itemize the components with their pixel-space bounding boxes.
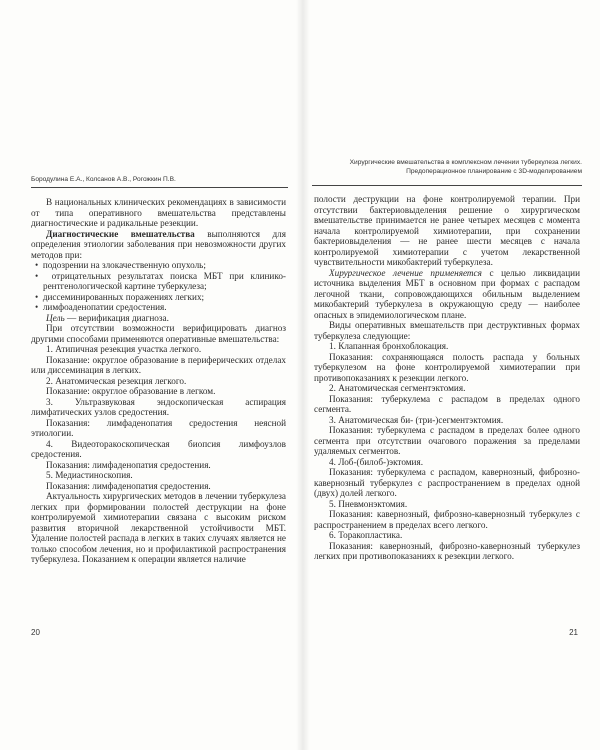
numbered-item: 3. Ультразвуковая эндоскопическая аспирация лимфатических узлов средостения. xyxy=(31,396,286,417)
paragraph: Показания: кавернозный, фиброзно-кавернозный туберкулез легких при противопоказаниях к резекции легкого. xyxy=(314,540,580,561)
italic-lead-in: Хирургическое лечение применяется xyxy=(329,267,482,278)
paragraph: Актуальность хирургических методов в лечении туберкулеза легких при формировании полостей деструкции на фоне контролируемой химиотерапии связана с высоким риском развития вторичной лекарственной устойчивости МБТ. Удаление полостей распада в легких в таких случаях является не только способом лечения, но и профилактикой распространения туберкулеза. Показанием к операции является наличие xyxy=(31,491,286,564)
paragraph-text: с целью ликвидации источника выделения МБТ в основном при формах с распадом легочной ткани, сопровождающихся обильным выделением микобактерий туберкулеза в окружающую среду — наиболее опасных в эпидемиологическом плане. xyxy=(314,267,580,320)
right-page xyxy=(300,0,600,750)
numbered-item: 4. Видеоторакоскопическая биопсия лимфоузлов средостения. xyxy=(31,438,286,459)
paragraph-text: выполняются для определения этиологии заболевания при невозможности других методов при: xyxy=(31,228,286,260)
numbered-item: 2. Анатомическая резекция легкого. xyxy=(46,375,187,386)
list-item: • подозрении на злокачественную опухоль; xyxy=(35,260,206,270)
page-number: 20 xyxy=(31,628,40,637)
list-item-text: отрицательных результатах поиска МБТ при клинико-рентгенологической картине туберкулеза; xyxy=(43,270,286,291)
header-rule xyxy=(31,187,288,188)
list-item-text: диссеминированных поражениях легких; xyxy=(42,291,205,302)
bold-lead-in: Диагностические вмешательства xyxy=(46,228,195,239)
paragraph: При отсутствии возможности верифицировать диагноз другими способами применяются оперативные вмешательства: xyxy=(31,323,286,344)
paragraph: полости деструкции на фоне контролируемой терапии. При отсутствии бактериовыделения решение о хирургическом вмешательстве принимается не ранее четырех месяцев с момента начала контролируемой химиотерапии, при сохранении бактериовыделения — не ранее шести месяцев с начала контролируемой химиотерапии с учетом лекарственной чувствительности микобактерий туберкулеза. xyxy=(314,194,580,267)
running-head-line: Хирургические вмешательства в комплексном лечении туберкулеза легких. xyxy=(349,159,582,166)
paragraph-text: — верификация диагноза. xyxy=(64,312,169,323)
numbered-item: 5. Пневмонэктомия. xyxy=(329,498,408,509)
list-item: • диссеминированных поражениях легких; xyxy=(35,291,205,302)
paragraph: Показания: лимфаденопатия средостения. xyxy=(46,480,211,491)
numbered-item: 1. Атипичная резекция участка легкого. xyxy=(46,344,202,354)
right-page-body xyxy=(314,194,580,562)
paragraph xyxy=(31,229,286,261)
paragraph: Показания: туберкулема с распадом в пределах более одного сегмента при отсутствии очагового поражения за пределами удаляемых сегментов. xyxy=(314,425,580,456)
list-item: • лимфоаденопатии средостения. xyxy=(35,302,167,312)
numbered-item: 5. Медиастиноскопия. xyxy=(46,470,133,480)
paragraph: Показания: туберкулема с распадом в пределах одного сегмента. xyxy=(314,393,580,414)
paragraph: Показания: сохраняющаяся полость распада у больных туберкулезом на фоне контролируемой химиотерапии при противопоказаниях к резекции легкого. xyxy=(314,351,580,383)
numbered-item: 6. Торакопластика. xyxy=(329,530,403,540)
running-head-line: Предоперационное планирование с 3D-моделированием xyxy=(406,168,582,175)
paragraph: Показания: лимфаденопатия средостения неясной этиологии. xyxy=(31,417,286,438)
paragraph: В национальных клинических рекомендациях в зависимости от типа оперативного вмешательства представлены диагностические и радикальные резекции. xyxy=(31,197,286,228)
italic-lead-in: Цель xyxy=(46,312,65,323)
list-item-text: подозрении на злокачественную опухоль; xyxy=(42,260,206,270)
paragraph xyxy=(31,313,286,324)
paragraph xyxy=(314,268,580,321)
paragraph: Показание: округлое образование в легком. xyxy=(46,386,216,396)
paragraph: Виды оперативных вмешательств при деструктивных формах туберкулеза следующие: xyxy=(314,320,580,341)
page-number: 21 xyxy=(569,628,578,637)
left-page-body xyxy=(31,197,286,565)
paragraph: Показания: лимфаденопатия средостения. xyxy=(46,459,211,470)
numbered-item: 3. Анатомическая би- (три-)сегментэктомия. xyxy=(329,414,504,425)
list-item-text: лимфоаденопатии средостения. xyxy=(42,302,167,312)
paragraph: Показания: туберкулема с распадом, кавернозный, фиброзно-кавернозный туберкулез с распространением в пределах одной (двух) долей легкого. xyxy=(314,467,580,498)
numbered-item: 4. Лоб-(билоб-)эктомия. xyxy=(329,456,423,467)
paragraph: Показания: кавернозный, фиброзно-кавернозный туберкулез с распространением в пределах всего легкого. xyxy=(314,509,580,530)
running-head-authors: Бородулина Е.А., Колсанов А.В., Рогожкин П.В. xyxy=(31,176,176,183)
header-rule xyxy=(312,185,582,186)
list-item: • отрицательных результатах поиска МБТ при клинико-рентгенологической картине туберкулеза; xyxy=(35,270,286,291)
paragraph: Показание: округлое образование в периферических отделах или диссеминация в легких. xyxy=(31,354,286,375)
numbered-item: 1. Клапанная бронхоблокация. xyxy=(329,341,449,351)
numbered-item: 2. Анатомическая сегментэктомия. xyxy=(329,383,466,393)
running-head-title xyxy=(300,158,582,176)
